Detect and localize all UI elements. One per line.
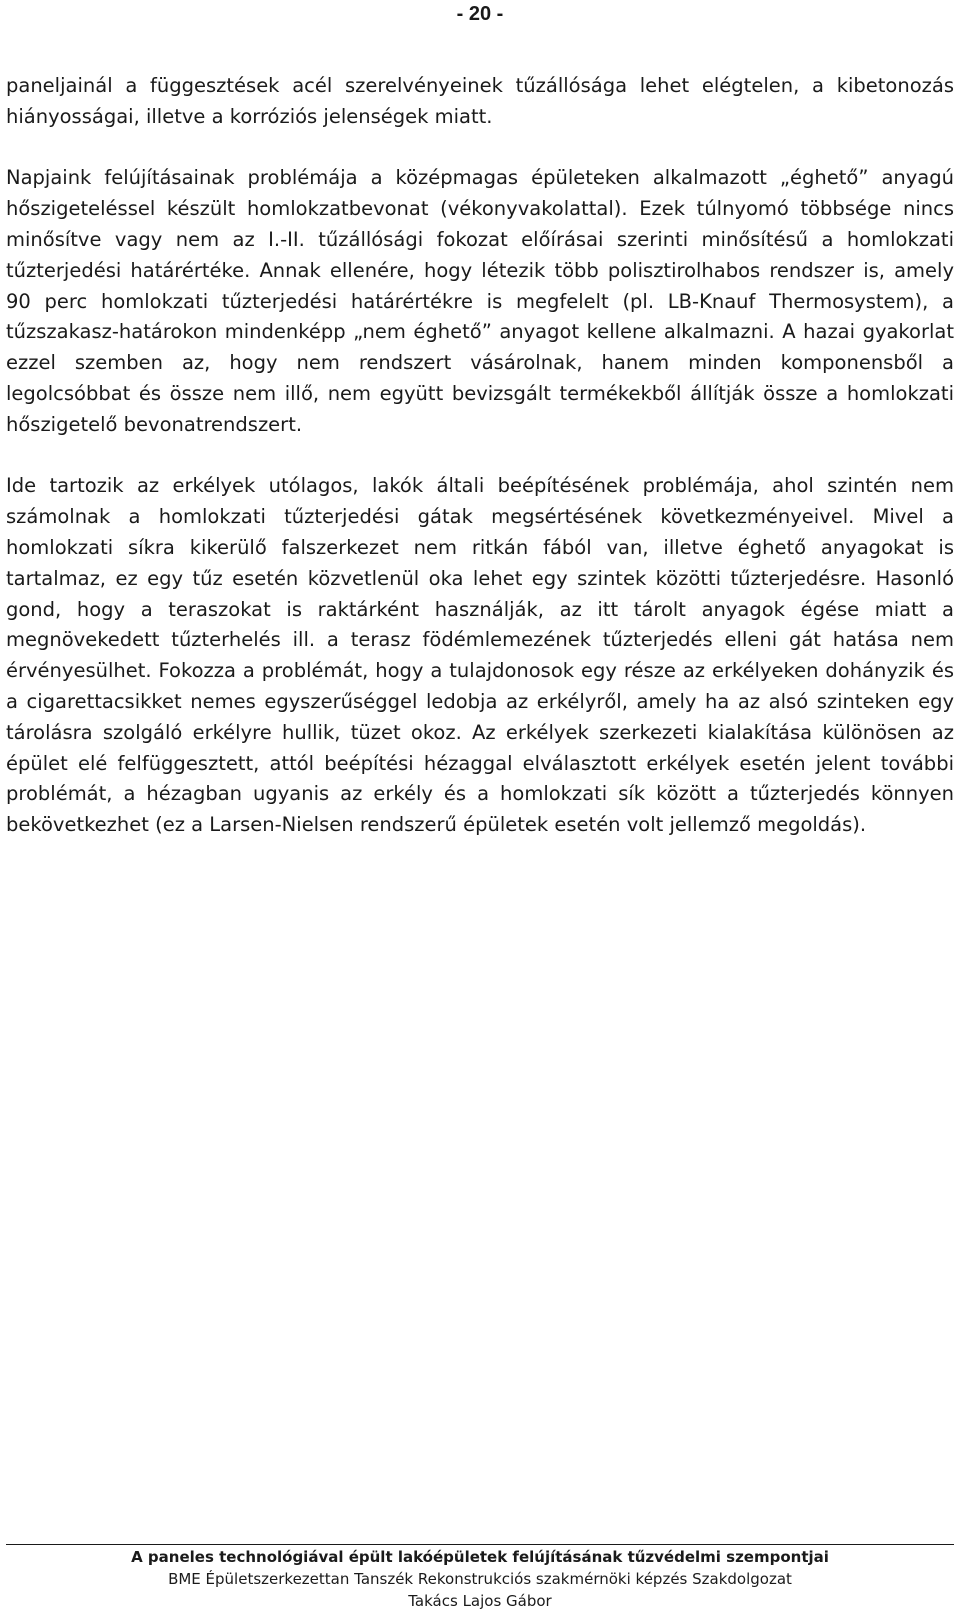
paragraph-facade-insulation: Napjaink felújításainak problémája a középmagas épületeken alkalmazott „éghető” anyagú hőszigeteléssel készült homlokzatbevonat (vékonyvakolattal). Ezek túlnyomó többsége nincs minősítve vagy nem az I.-II. tűzállósági fokozat előírásai szerinti minősítésű a homlokzati tűzterjedési határértéke. Annak ellenére, hogy létezik több polisztirolhabos rendszer is, amely 90 perc homlokzati tűzterjedési határértékre is megfelelt (pl. LB-Knauf Thermosystem), a tűzszakasz-határokon mindenképp „nem éghető” anyagot kellene alkalmazni. A hazai gyakorlat ezzel szemben az, hogy nem rendszert vásárolnak, hanem minden komponensből a legolcsóbbat és össze nem illő, nem együtt bevizsgált termékekből állítják össze a homlokzati hőszigetelő bevonatrendszert. (6, 166, 954, 436)
paragraph-balconies: Ide tartozik az erkélyek utólagos, lakók általi beépítésének problémája, ahol szintén nem számolnak a homlokzati tűzterjedési gátak megsértésének következményeivel. Mivel a homlokzati síkra kikerülő falszerkezet nem ritkán fából van, illetve éghető anyagokat is tartalmaz, ez egy tűz esetén közvetlenül oka lehet egy szintek közötti tűzterjedésre. Hasonló gond, hogy a teraszokat is raktárként használják, az itt tárolt anyagok égése miatt a megnövekedett tűzterhelés ill. a terasz födémlemezének tűzterjedés elleni gát hatása nem érvényesülhet. Fokozza a problémát, hogy a tulajdonosok egy része az erkélyeken dohányzik és a cigarettacsikket nemes egyszerűséggel ledobja az erkélyről, amely ha az alsó szinteken egy tárolásra szolgáló erkélyre hullik, tüzet okoz. Az erkélyek szerkezeti kialakítása különösen az épület elé felfüggesztett, attól beépítési hézaggal elválasztott erkélyek esetén jelent további problémát, a hézagban ugyanis az erkély és a homlokzati sík között a tűzterjedés könnyen bekövetkezhet (ez a Larsen-Nielsen rendszerű épületek esetén volt jellemző megoldás). (6, 474, 954, 837)
footer-divider (6, 1544, 954, 1545)
footer-author: Takács Lajos Gábor (408, 1592, 552, 1610)
document-body (6, 71, 954, 841)
footer-subtitle: BME Épületszerkezettan Tanszék Rekonstrukciós szakmérnöki képzés Szakdolgozat (168, 1570, 792, 1588)
footer-title: A paneles technológiával épült lakóépületek felújításának tűzvédelmi szempontjai (131, 1548, 829, 1566)
page-number: - 20 - (456, 3, 504, 25)
page-footer (0, 1546, 960, 1612)
paragraph-continuation: paneljainál a függesztések acél szerelvényeinek tűzállósága lehet elégtelen, a kibetonozás hiányosságai, illetve a korróziós jelenségek miatt. (6, 74, 954, 128)
